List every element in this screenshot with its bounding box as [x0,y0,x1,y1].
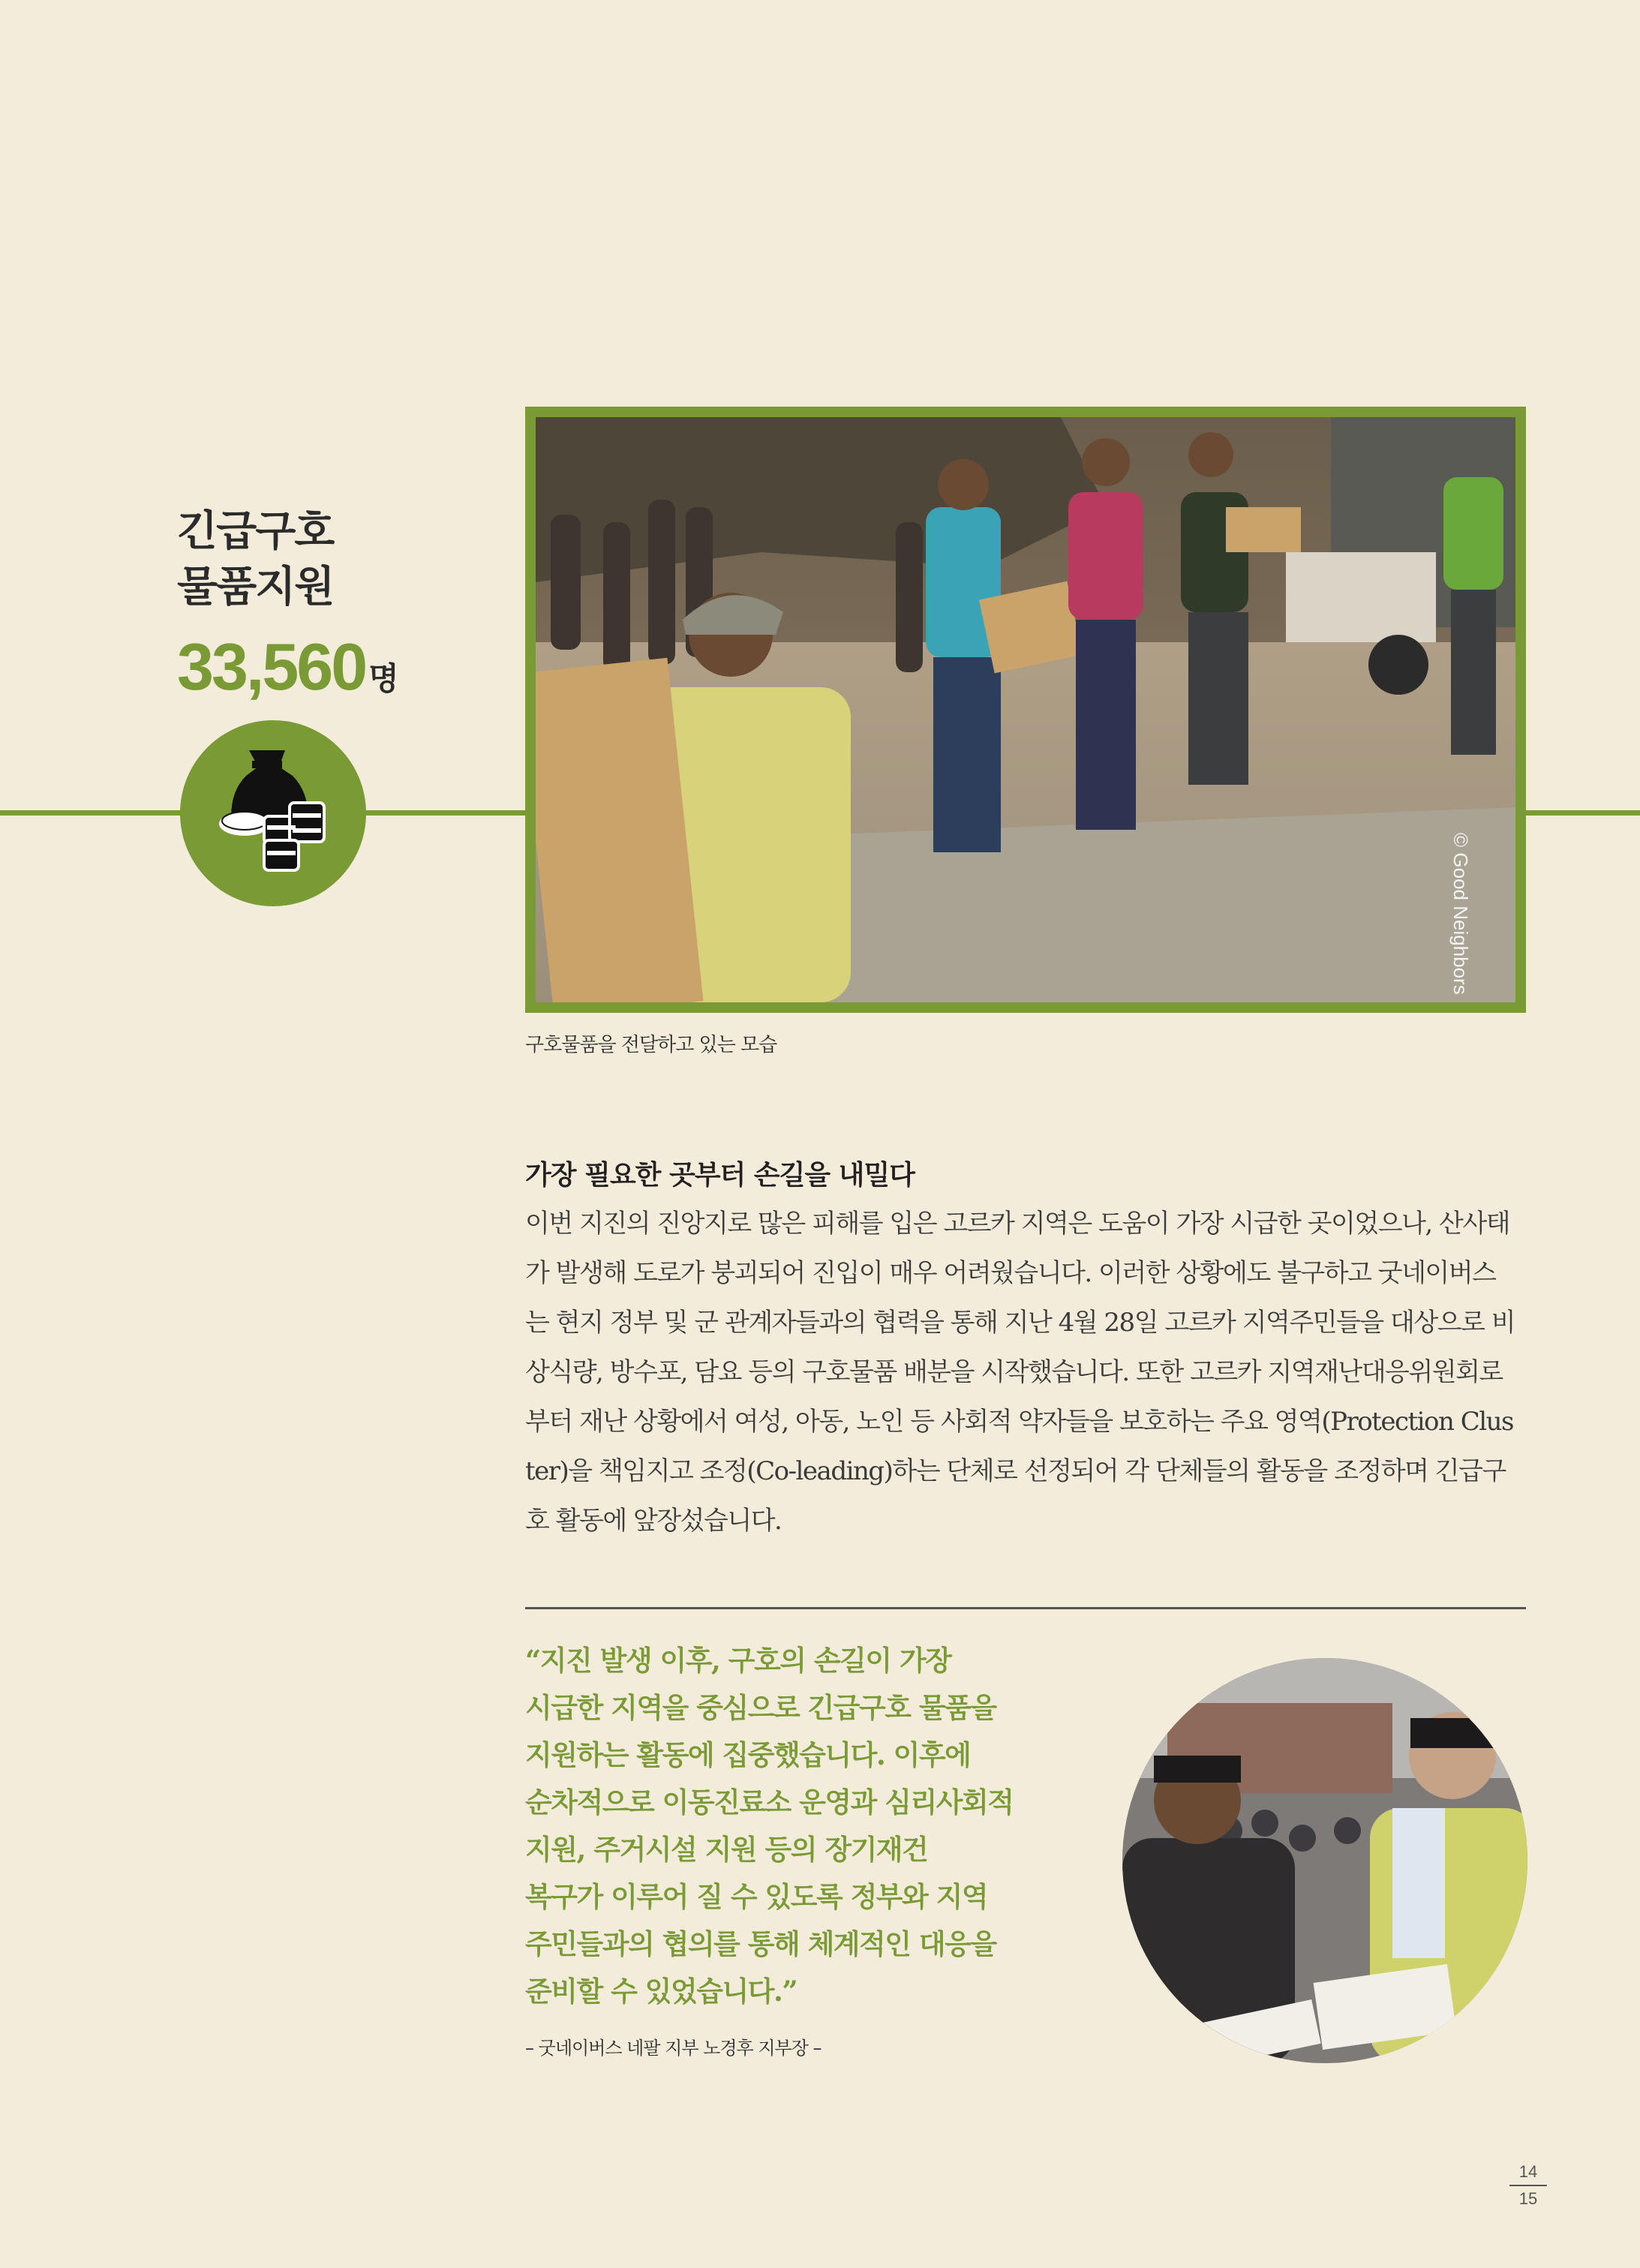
page-number-divider [1509,2185,1547,2186]
pull-quote [525,1637,1065,2015]
quote-line: 시급한 지역을 중심으로 긴급구호 물품을 [525,1691,996,1724]
relief-distribution-photo [536,417,1515,1002]
article-body [525,1199,1526,1546]
section-title-line2: 물품지원 [177,563,334,611]
page-number-right: 15 [1518,2189,1538,2208]
article-line: 부터 재난 상황에서 여성, 아동, 노인 등 사회적 약자들을 보호하는 주요 영역(Protection Clus [525,1407,1513,1437]
quote-line: 준비할 수 있었습니다.” [525,1975,797,2008]
page-number-left: 14 [1518,2162,1538,2181]
relief-goods-icon-graphic [180,720,366,906]
relief-goods-icon [180,720,366,906]
stat-value: 33,560 [177,629,366,704]
photo-credit: © Good Neighbors [1449,833,1472,995]
photo-illustration [536,417,1515,1002]
article-subhead: 가장 필요한 곳부터 손길을 내밀다 [525,1160,915,1191]
article-line: 상식량, 방수포, 담요 등의 구호물품 배분을 시작했습니다. 또한 고르카 지역재난대응위원회로 [525,1357,1503,1387]
quote-line: 복구가 이루어 질 수 있도록 정부와 지역 [525,1880,988,1913]
photo-caption: 구호물품을 전달하고 있는 모습 [525,1034,777,1056]
article-line: 호 활동에 앞장섰습니다. [525,1506,782,1536]
page-number [1509,2161,1547,2210]
article-line: 이번 지진의 진앙지로 많은 피해를 입은 고르카 지역은 도움이 가장 시급한 곳이었으나, 산사태 [525,1209,1510,1239]
section-title-line1: 긴급구호 [177,507,334,556]
portrait-illustration [1122,1658,1527,2063]
article-line: 가 발생해 도로가 붕괴되어 진입이 매우 어려웠습니다. 이러한 상황에도 불구하고 굿네이버스 [525,1258,1496,1288]
quote-line: 순차적으로 이동진료소 운영과 심리사회적 [525,1786,1014,1819]
divider [525,1607,1526,1609]
quote-attribution: – 굿네이버스 네팔 지부 노경후 지부장 – [525,2038,822,2059]
article-line: ter)을 책임지고 조정(Co-leading)하는 단체로 선정되어 각 단체들의 활동을 조정하며 긴급구 [525,1456,1506,1486]
quote-line: “지진 발생 이후, 구호의 손길이 가장 [525,1644,951,1677]
quote-line: 지원, 주거시설 지원 등의 장기재건 [525,1833,928,1866]
quote-line: 주민들과의 협의를 통해 체계적인 대응을 [525,1927,996,1960]
stat-unit: 명 [368,660,399,697]
section-title [177,504,402,615]
director-portrait-photo [1122,1658,1527,2063]
green-rule-right [1526,810,1640,816]
article-line: 는 현지 정부 및 군 관계자들과의 협력을 통해 지난 4월 28일 고르카 지역주민들을 대상으로 비 [525,1308,1515,1338]
quote-line: 지원하는 활동에 집중했습니다. 이후에 [525,1738,971,1771]
stat-count [177,629,399,705]
